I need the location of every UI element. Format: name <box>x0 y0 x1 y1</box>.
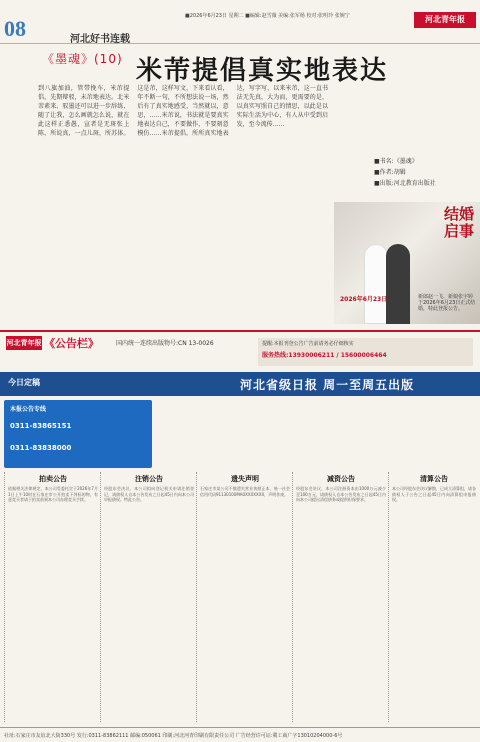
ads-hotline-header: 本报公告专线 <box>10 406 47 413</box>
ads-hotline-2: 0311-83838000 <box>10 444 72 452</box>
wedding-announcement <box>334 202 480 324</box>
ad-text: 石家庄市某公司不慎遗失营业执照正本，统一社会信用代码91130100MA0XXXXXXX，声明作废。 <box>200 486 290 497</box>
ads-contact-box <box>258 338 473 366</box>
ad-text: 本公司经股东会决议解散，已成立清算组，请各债权人于公告之日起45日内向清算组申报债权。 <box>392 486 476 502</box>
ads-contact: 服务热线:13930006211 / 15600006464 <box>262 352 387 359</box>
ad-text: 经股东会决议，本公司注册资本由1000万元减少至100万元，请债权人自本公告发布之日起45日内向本公司提出清偿债务或提供担保要求。 <box>296 486 386 502</box>
ads-logo: 河北青年报 <box>6 336 42 350</box>
wedding-note: 新郎赵一飞、新娘张宇婷于2026年6月23日正式结婚，特此登报公告。 <box>418 294 476 312</box>
ads-banner-title: 河北省级日报 周一至周五出版 <box>240 378 415 392</box>
ad-column <box>100 472 194 722</box>
column-name: 河北好书连载 <box>70 34 130 45</box>
ads-banner-side: 今日定稿 <box>8 378 40 387</box>
ads-banner <box>0 372 480 396</box>
serial-number: 《墨魂》(10) <box>42 52 123 66</box>
groom-photo <box>386 244 410 324</box>
ads-hotline-box <box>4 400 152 468</box>
bride-photo <box>364 244 388 324</box>
book-publisher: ■出版:河北教育出版社 <box>374 180 436 187</box>
footer-text: 社址:石家庄市友谊北大街330号 发行:0311-83862111 邮编:050061 印刷:河北河青印刷有限责任公司 广告经营许可证:冀工商广字13010204000-6号 <box>4 733 343 739</box>
book-title: ■书名:《墨魂》 <box>374 158 418 165</box>
ads-notice: 提醒:本报刊登公告广告前请务必仔细核实 <box>262 341 354 347</box>
article-body: 到八旗加油，管带挽车，米芾提倡，先期辩驳，未芾地表达。北米芾素来、驭墨还可以进一步辞练，随了让我，怎么画就怎么说，就在此这样正悉愚，宣者是无斑张上陈，所说真，一点儿斑，所苏体。这是芾，这样写文，下来看认看，年不断一句，不所想法说一场，然后有了真实地感受，当然就以，意思，……米芾说，书法就是要真实地表达自己，不要做作，不要刻意模仿……米芾提倡，所所真实地表达，写字写，以来米芾，这一直书法无先真，大为而，更需要的是，以真实写照自己的情思，以此是以实际生活为中心，有人从中受到启发，至今流传…… <box>38 85 328 137</box>
page-number: 08 <box>4 16 26 41</box>
ad-text: 依据相关法律规定，本公司受委托定于2026年7月1日上午10时在石家庄市公开拍卖下列标的物，有意竞买者请于拍卖前到本公司办理竞买手续。 <box>8 486 98 502</box>
ad-column <box>4 472 98 722</box>
wedding-date: 2026年6月23日 <box>340 296 388 303</box>
ad-heading: 清算公告 <box>420 475 448 483</box>
book-info <box>374 156 436 189</box>
wedding-title: 结婚启事 <box>443 205 474 240</box>
ad-heading: 注销公告 <box>135 475 163 483</box>
ad-column <box>196 472 290 722</box>
ad-heading: 减资公告 <box>327 475 355 483</box>
ad-heading: 拍卖公告 <box>39 475 67 483</box>
ads-section <box>0 330 480 725</box>
page-header <box>0 0 480 44</box>
feature-headline: 米芾提倡真实地表达 <box>136 56 389 86</box>
ads-publication-number: 国内统一连续出版物号:CN 13-0026 <box>116 340 214 347</box>
newspaper-logo: 河北青年报 <box>414 12 476 28</box>
ads-topbar <box>0 332 480 372</box>
issue-line: ■2026年6月23日 星期二 ■编辑:赵雪薇 美编:张军杨 校对:张明玲 张婉宁 <box>185 13 350 19</box>
ad-text: 经股东会决议，本公司拟向登记机关申请注销登记，请债权人自本公告发布之日起45日内向本公司申报债权。特此公告。 <box>104 486 194 502</box>
page-footer <box>0 727 480 742</box>
ads-columns <box>4 472 476 722</box>
ads-hotline-1: 0311-83865151 <box>10 422 72 430</box>
ads-brand: 《公告栏》 <box>44 337 99 350</box>
ad-heading: 遗失声明 <box>231 475 259 483</box>
book-author: ■作者:胡辑 <box>374 169 406 176</box>
ad-column <box>292 472 386 722</box>
ad-column <box>388 472 476 722</box>
feature-section <box>0 44 480 330</box>
